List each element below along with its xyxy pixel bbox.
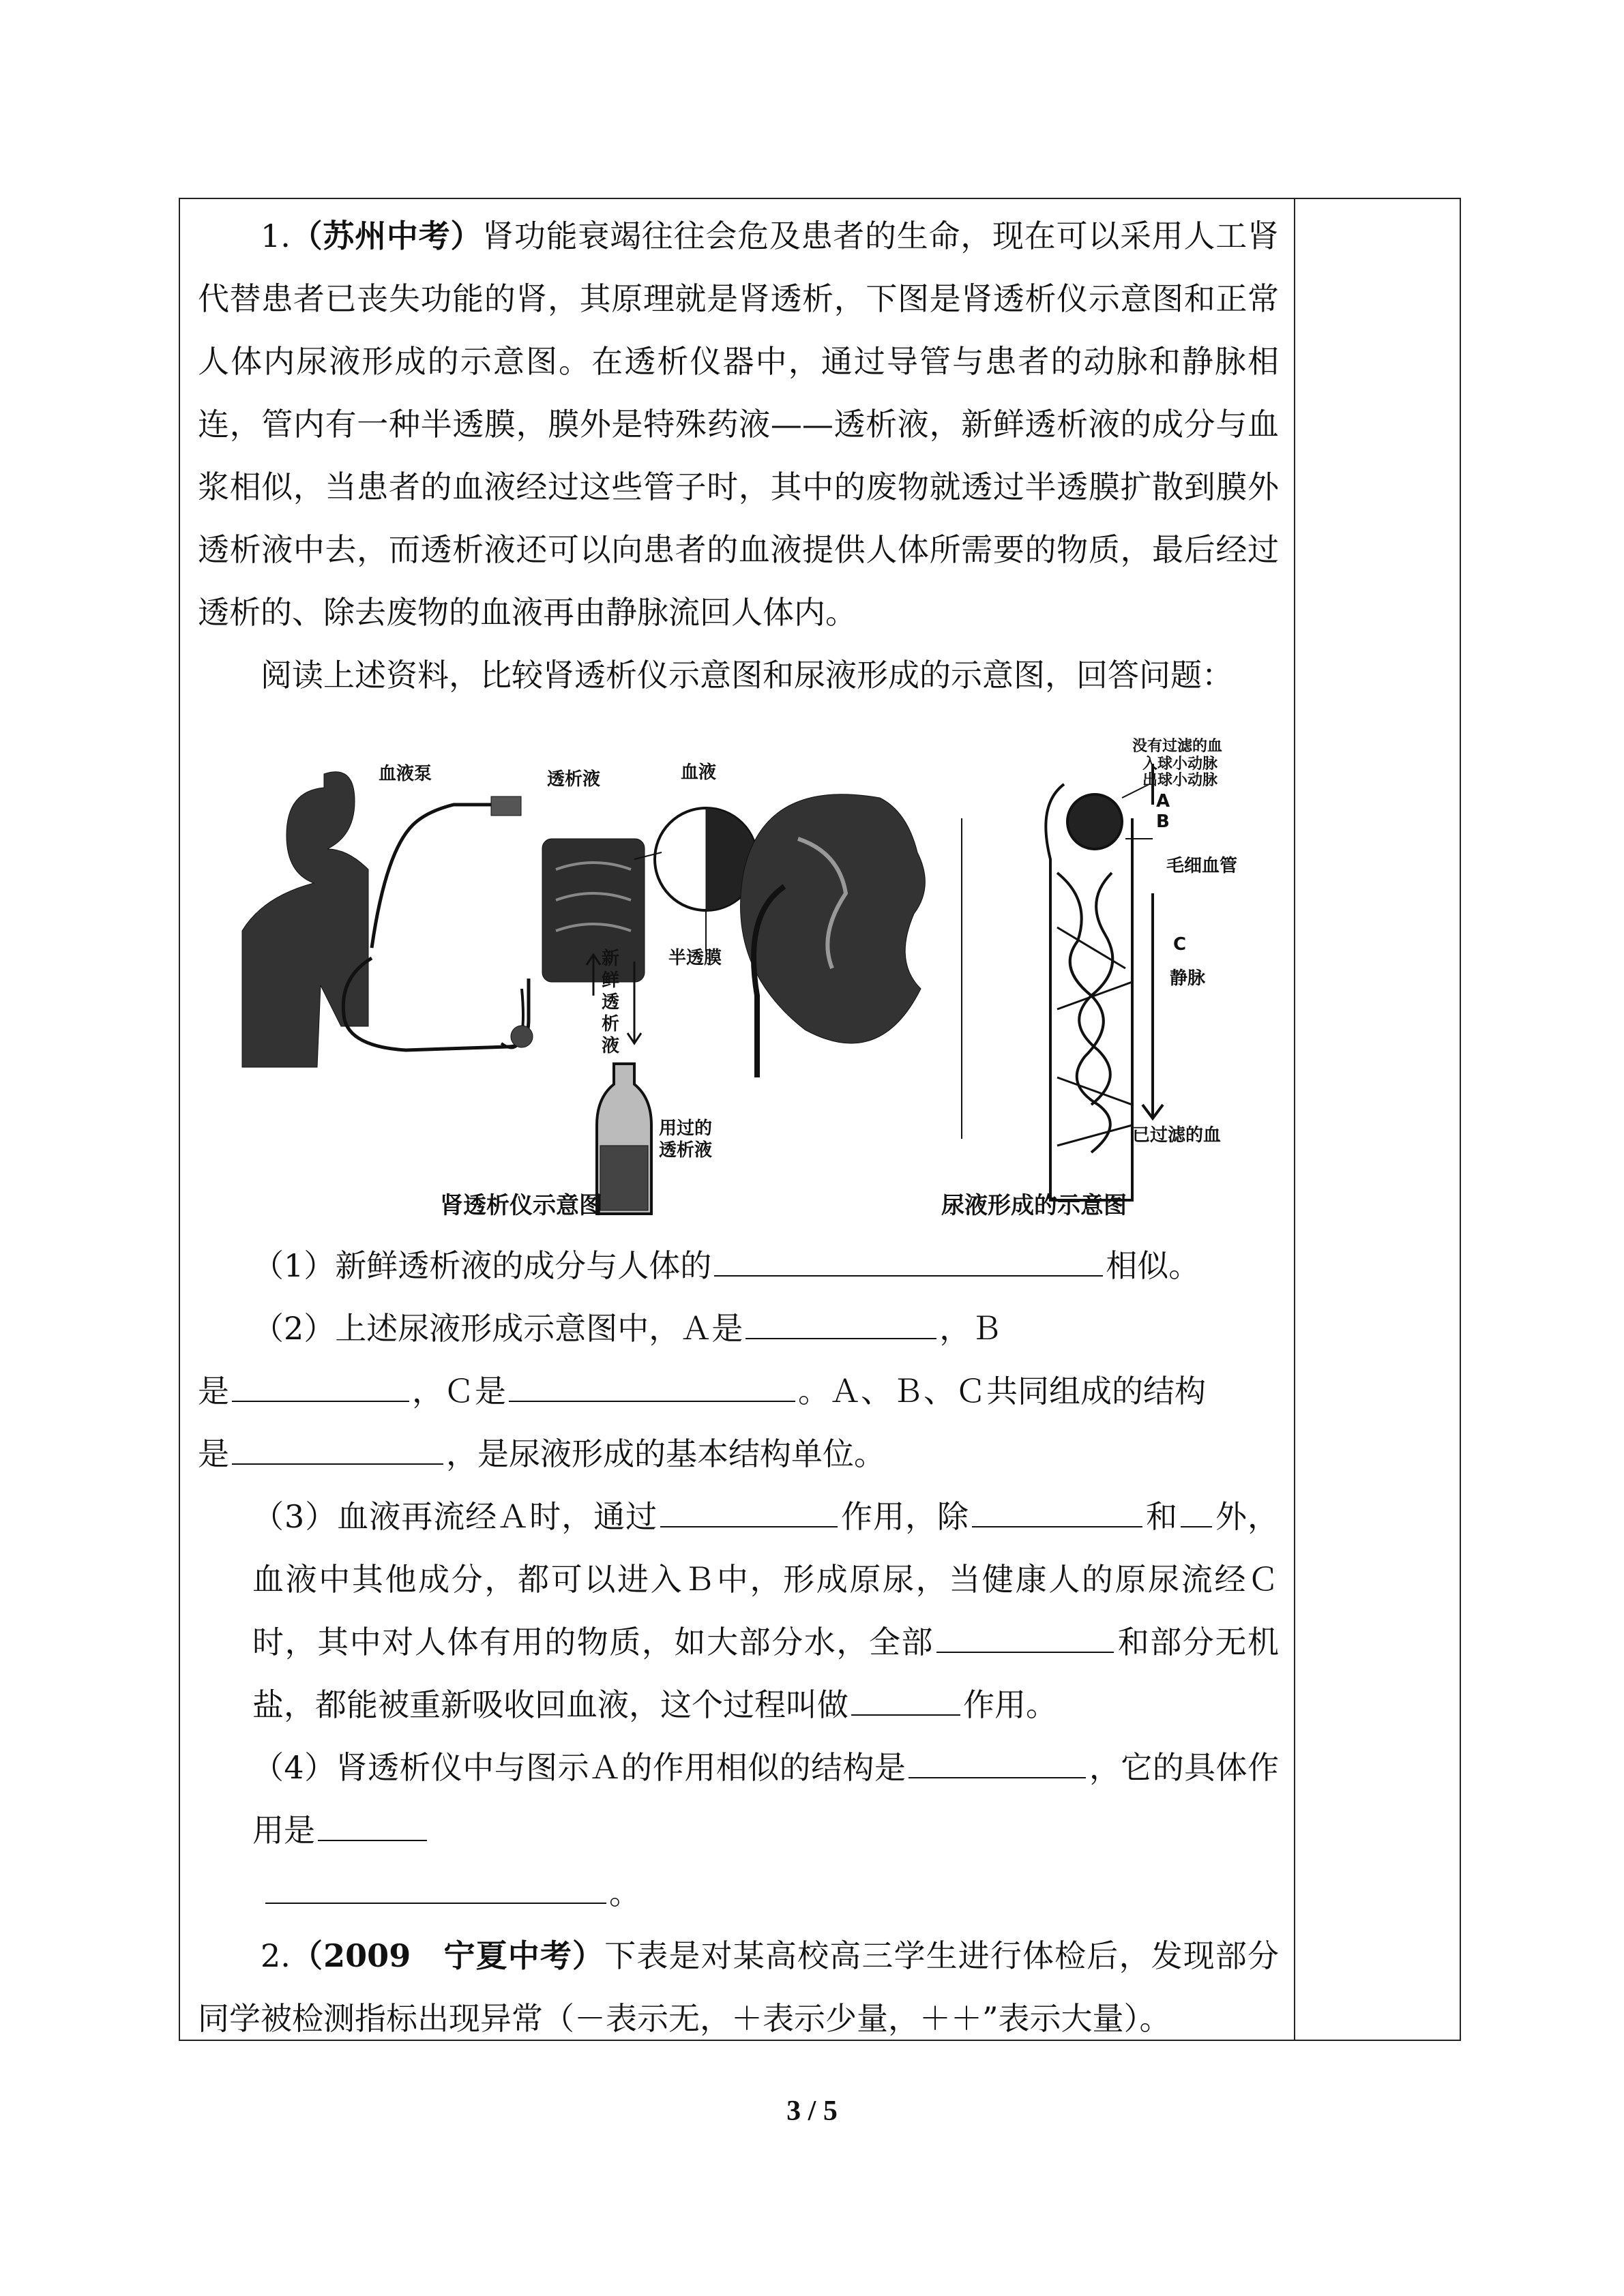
label-blood: 血液: [681, 762, 717, 783]
label-filtered: 已过滤的血: [1132, 1125, 1222, 1146]
answer-blank[interactable]: [745, 1337, 936, 1339]
sub-question-3: （3）血液再流经Ａ时，通过 作用，除 和 外，血液中其他成分，都可以进入Ｂ中，形成原尿，当健康人的原尿流经Ｃ时，其中对人体有用的物质，如大部分水，全部 和部分无机盐，都能被重新吸收回血液，这个过程叫做 作用。: [252, 1498, 1280, 1723]
right-caption: 尿液形成的示意图: [941, 1192, 1127, 1219]
answer-blank[interactable]: [318, 1839, 427, 1841]
q2-intro: 2.（2009 宁夏中考）下表是对某高校高三学生进行体检后，发现部分同学被检测指标出现异常（－表示无，＋表示少量，＋＋”表示大量）。: [198, 1937, 1279, 2037]
sub-question-2-cont: 是 ，Ｃ是 。Ａ、Ｂ、Ｃ共同组成的结构: [198, 1373, 1206, 1410]
q1-intro: 1.（苏州中考）肾功能衰竭往往会危及患者的生命，现在可以采用人工肾代替患者已丧失功能的肾，其原理就是肾透析，下图是肾透析仪示意图和正常人体内尿液形成的示意图。在透析仪器中，通过导管与患者的动脉和静脉相连，管内有一种半透膜，膜外是特殊药液——透析液，新鲜透析液的成分与血浆相似，当患者的血液经过这些管子时，其中的废物就透过半透膜扩散到膜外透析液中去，而透析液还可以向患者的血液提供人体所需要的物质，最后经过透析的、除去废物的血液再由静脉流回人体内。: [198, 218, 1280, 631]
label-capillary: 毛细血管: [1166, 856, 1238, 876]
answer-blank[interactable]: [232, 1463, 443, 1465]
kidney-diagram: [741, 794, 962, 1139]
sub-question-2: （2）上述尿液形成示意图中，Ａ是 ，Ｂ: [252, 1310, 1003, 1347]
answer-blank[interactable]: [972, 1525, 1142, 1527]
sub-question-4: （4）肾透析仪中与图示Ａ的作用相似的结构是 ，它的具体作用是: [252, 1749, 1279, 1849]
label-used-1: 用过的: [659, 1118, 713, 1139]
answer-blank[interactable]: [1181, 1525, 1212, 1527]
label-afferent: 入球小动脉: [1142, 756, 1218, 773]
figure: [198, 723, 1279, 1227]
label-unfiltered: 没有过滤的血: [1132, 738, 1223, 755]
answer-blank[interactable]: [660, 1525, 838, 1527]
label-a: A: [1156, 791, 1170, 811]
answer-blank[interactable]: [714, 1274, 1103, 1277]
answer-blank[interactable]: [265, 1902, 606, 1904]
label-dialysate: 透析液: [547, 769, 601, 790]
page-number: 3 / 5: [786, 2096, 838, 2127]
label-efferent: 出球小动脉: [1142, 772, 1218, 789]
label-c: C: [1173, 934, 1187, 955]
answer-blank[interactable]: [909, 1776, 1086, 1778]
column-divider: [1294, 198, 1295, 2041]
label-vein: 静脉: [1170, 968, 1206, 989]
sub-question-1: （1）新鲜透析液的成分与人体的 相似。: [252, 1247, 1200, 1284]
label-b: B: [1156, 811, 1170, 832]
label-pump: 血液泵: [379, 764, 432, 784]
question-content: [198, 205, 1279, 2050]
label-membrane: 半透膜: [668, 948, 722, 968]
label-used-2: 透析液: [659, 1140, 713, 1161]
answer-blank[interactable]: [509, 1400, 795, 1402]
left-caption: 肾透析仪示意图: [440, 1192, 602, 1219]
sub-question-2-end: 是 ，是尿液形成的基本结构单位。: [198, 1435, 885, 1472]
answer-blank[interactable]: [851, 1714, 960, 1716]
q1-instruction: 阅读上述资料，比较肾透析仪示意图和尿液形成的示意图，回答问题：: [261, 657, 1233, 694]
label-fresh-dialysate: 新鲜透析液: [601, 949, 619, 1056]
answer-blank[interactable]: [936, 1651, 1114, 1653]
answer-blank[interactable]: [232, 1400, 409, 1402]
sub-question-4-end: 。: [198, 1862, 1279, 1924]
figure-drawing: [198, 723, 1279, 1227]
